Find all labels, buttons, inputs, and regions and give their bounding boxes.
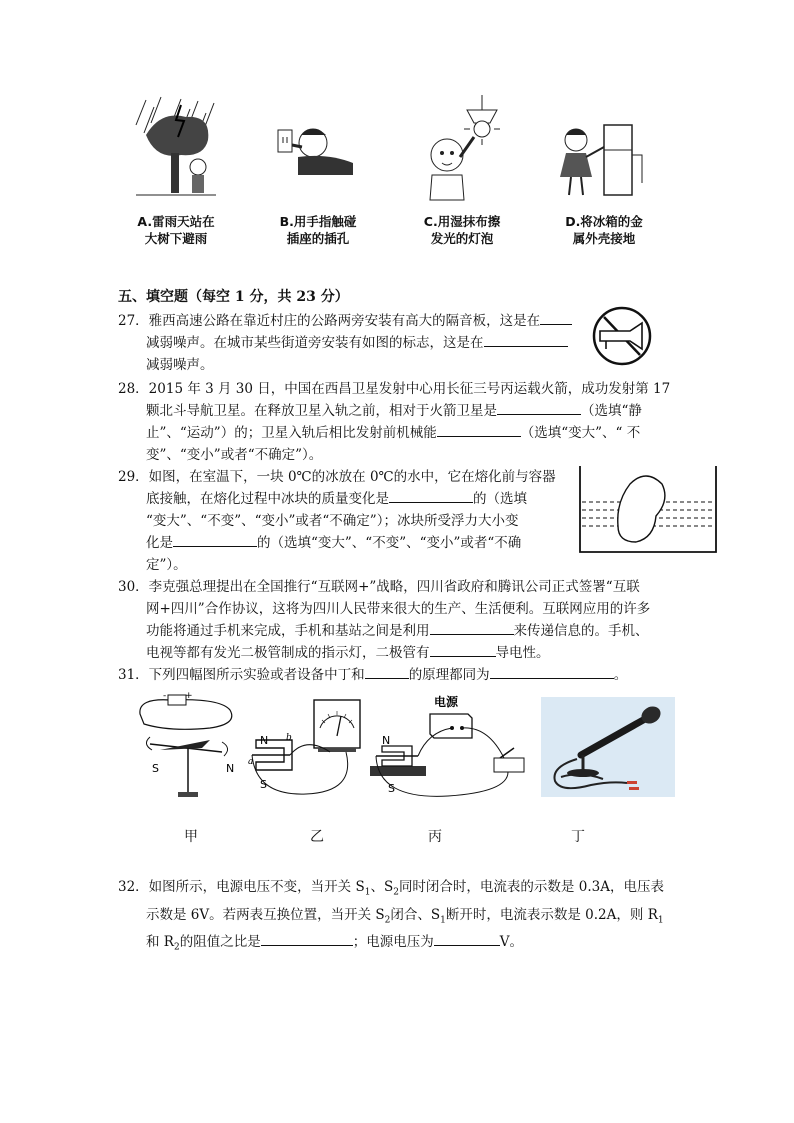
q27-line1: 27．雅西高速公路在靠近村庄的公路两旁安装有高大的隔音板，这是在 bbox=[118, 313, 541, 329]
q32-l2-s2-sub: 2 bbox=[384, 915, 391, 926]
battery-minus-label: - bbox=[163, 691, 167, 701]
figure-ding bbox=[541, 697, 675, 797]
yi-s-label: S bbox=[260, 778, 267, 791]
figure-b bbox=[268, 95, 368, 245]
q31-line1: 31．下列四幅图所示实验或者设备中丁和 bbox=[118, 667, 365, 683]
q27-line2: 减弱噪声。在城市某些街道旁安装有如图的标志，这是在 bbox=[146, 335, 484, 351]
q29-line1: 29．如图，在室温下，一块 0℃的冰放在 0℃的水中，它在熔化前与容器 bbox=[118, 469, 556, 485]
q29-line3: “变大”、“不变”、“变小”或者“不确定”）；冰块所受浮力大小变 bbox=[146, 513, 519, 529]
q31-line1-end: 。 bbox=[613, 667, 628, 683]
bing-n-label: N bbox=[382, 734, 391, 747]
q29-line4-tail: 的（选填“变大”、“不变”、“变小”或者“不确 bbox=[257, 535, 522, 551]
bing-s-label: S bbox=[388, 782, 395, 795]
no-honking-icon bbox=[590, 305, 656, 367]
q32-line2-b: 闭合、S bbox=[390, 906, 441, 923]
q32-line2-c: 断开时，电流表示数是 0.2A，则 R bbox=[445, 906, 658, 923]
q32-line1-a: 32．如图所示，电源电压不变，当开关 S bbox=[118, 879, 365, 895]
caption-b-line1: B.用手指触碰 bbox=[279, 214, 357, 229]
q32-line2-a: 示数是 6V。若两表互换位置，当开关 S bbox=[146, 906, 385, 923]
q29-line2: 底接触，在熔化过程中冰块的质量变化是 bbox=[146, 491, 389, 507]
q32-blank-1[interactable] bbox=[261, 931, 353, 946]
q30-line3-tail: 来传递信息的。手机、 bbox=[513, 623, 649, 639]
q28-blank-2[interactable] bbox=[437, 422, 521, 437]
caption-c-line2: 发光的灯泡 bbox=[430, 231, 494, 246]
ice-water-container bbox=[578, 462, 718, 558]
q32-line1-c: 同时闭合时，电流表的示数是 0.3A，电压表 bbox=[398, 879, 664, 895]
caption-a-line2: 大树下避雨 bbox=[144, 231, 208, 246]
q29-blank-1[interactable] bbox=[389, 488, 473, 503]
q28-line4: 变”、“变小”或者“不确定”）。 bbox=[146, 447, 323, 463]
tree-rain-illustration bbox=[126, 95, 226, 205]
oersted-experiment-diagram bbox=[130, 692, 245, 807]
q32-line3-c: ；电源电压为 bbox=[352, 934, 434, 951]
q32-r1-sub: 1 bbox=[657, 915, 664, 926]
section-title: 五、填空题（每空 1 分，共 23 分） bbox=[118, 289, 349, 305]
question-30 bbox=[118, 576, 698, 664]
q29-blank-2[interactable] bbox=[173, 532, 257, 547]
q32-line1-b: 、S bbox=[370, 879, 394, 895]
caption-c-line1: C.用湿抹布擦 bbox=[423, 214, 501, 229]
microphone-photo bbox=[541, 697, 675, 797]
power-supply-label: 电源 bbox=[434, 695, 459, 709]
q30-line2: 网+四川”合作协议，这将为四川人民带来很大的生产、生活便利。互联网应用的许多 bbox=[146, 601, 651, 617]
q32-blank-2[interactable] bbox=[434, 931, 500, 946]
question-29 bbox=[118, 466, 578, 576]
label-yi: 乙 bbox=[310, 829, 324, 845]
question-28 bbox=[118, 378, 698, 466]
q30-line3: 功能将通过手机来完成，手机和基站之间是利用 bbox=[146, 623, 430, 639]
figure-jia bbox=[130, 692, 245, 811]
q30-line1: 30．李克强总理提出在全国推行“互联网+”战略，四川省政府和腾讯公司正式签署“互联 bbox=[118, 579, 640, 595]
q29-line2-tail: 的（选填 bbox=[473, 491, 527, 507]
question-27 bbox=[118, 310, 588, 376]
yi-n-label: N bbox=[260, 734, 269, 747]
yi-b-label: b bbox=[286, 733, 292, 743]
caption-a-line1: A.雷雨天站在 bbox=[137, 214, 215, 229]
socket-finger-illustration bbox=[268, 95, 368, 205]
q32-s2-sub: 2 bbox=[393, 887, 399, 898]
q28-line1: 28．2015 年 3 月 30 日，中国在西昌卫星发射中心用长征三号丙运载火箭，成功发射第 17 bbox=[118, 381, 671, 397]
q32-r2-sub: 2 bbox=[173, 943, 180, 954]
figure-yi bbox=[246, 696, 386, 805]
motor-principle-diagram bbox=[368, 692, 534, 802]
q32-line3-b: 的阻值之比是 bbox=[179, 934, 261, 951]
q28-blank-1[interactable] bbox=[497, 400, 581, 415]
q28-line3-tail: （选填“变大”、“ 不 bbox=[520, 425, 641, 441]
q30-line4: 电视等都有发光二极管制成的指示灯，二极管有 bbox=[146, 645, 430, 661]
q30-blank-2[interactable] bbox=[430, 642, 496, 657]
q32-line3-d: V。 bbox=[499, 934, 523, 951]
q29-line5: 定”）。 bbox=[146, 557, 187, 573]
label-jia: 甲 bbox=[184, 829, 198, 845]
ice-in-water-diagram bbox=[578, 462, 718, 554]
fridge-ground-illustration bbox=[554, 95, 654, 205]
q30-blank-1[interactable] bbox=[430, 620, 514, 635]
jia-s-label: S bbox=[152, 762, 159, 775]
q30-line4-tail: 导电性。 bbox=[495, 645, 550, 661]
q32-line3-a: 和 R bbox=[146, 934, 174, 951]
lamp-cloth-illustration bbox=[412, 95, 512, 205]
q31-blank-1[interactable] bbox=[365, 664, 409, 679]
electromagnetic-induction-diagram bbox=[246, 696, 386, 801]
question-32 bbox=[118, 876, 698, 959]
q32-s1-sub: 1 bbox=[364, 887, 371, 898]
q28-line2-tail: （选填“静 bbox=[581, 403, 642, 419]
q28-line3: 止”、“运动”）的；卫星入轨后相比发射前机械能 bbox=[146, 425, 437, 441]
caption-b-line2: 插座的插孔 bbox=[286, 231, 350, 246]
q27-blank-1[interactable] bbox=[540, 310, 572, 325]
jia-n-label: N bbox=[226, 762, 235, 775]
q31-blank-2[interactable] bbox=[490, 664, 614, 679]
figure-a bbox=[126, 95, 226, 245]
q32-l2-s1-sub: 1 bbox=[440, 915, 446, 926]
question-31 bbox=[118, 664, 698, 686]
q28-line2: 颗北斗导航卫星。在释放卫星入轨之前，相对于火箭卫星是 bbox=[146, 403, 497, 419]
caption-d-line1: D.将冰箱的金 bbox=[565, 214, 643, 229]
yi-a-label: a bbox=[248, 757, 254, 767]
q27-line3: 减弱噪声。 bbox=[146, 357, 214, 373]
figure-c bbox=[412, 95, 512, 245]
q27-blank-2[interactable] bbox=[484, 332, 568, 347]
label-bing: 丙 bbox=[428, 829, 442, 845]
figure-d bbox=[554, 95, 654, 245]
q31-line1-mid: 的原理都同为 bbox=[408, 667, 490, 683]
figure-bing bbox=[368, 692, 534, 806]
caption-d-line2: 属外壳接地 bbox=[572, 231, 636, 246]
battery-plus-label: + bbox=[185, 691, 193, 701]
q29-line4: 化是 bbox=[146, 535, 173, 551]
no-horn-sign bbox=[590, 305, 656, 371]
label-ding: 丁 bbox=[571, 829, 585, 845]
